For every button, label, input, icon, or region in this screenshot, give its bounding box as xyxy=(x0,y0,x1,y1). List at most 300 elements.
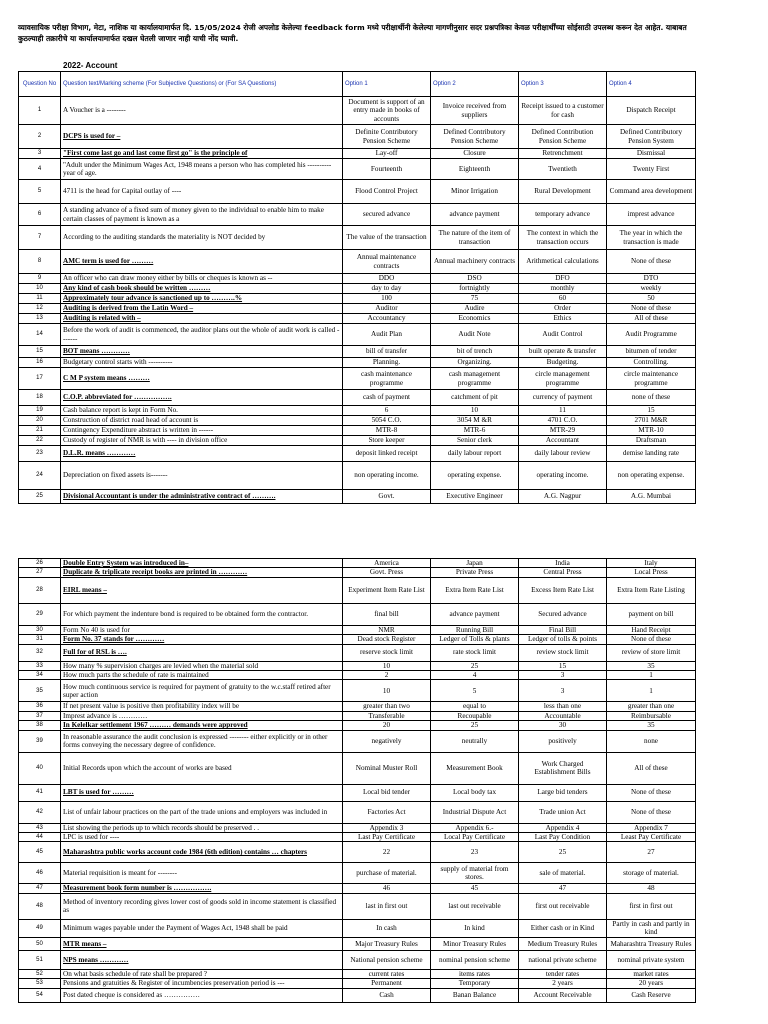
question-text: Contingency Expenditure abstract is written in ------ xyxy=(61,426,343,436)
option-3: The context in which the transaction occurs xyxy=(519,226,607,250)
option-2: Closure xyxy=(431,149,519,159)
option-3: daily labour review xyxy=(519,446,607,462)
option-2: Measurement Book xyxy=(431,752,519,784)
option-4: bitumen of tender xyxy=(607,346,696,358)
option-2: Senior clerk xyxy=(431,436,519,446)
option-1: 100 xyxy=(343,294,431,304)
option-2: Private Press xyxy=(431,568,519,577)
option-3: Accountable xyxy=(519,711,607,720)
table-row xyxy=(19,294,696,304)
option-4: 35 xyxy=(607,661,696,670)
table-row xyxy=(19,358,696,368)
table-row xyxy=(19,752,696,784)
option-1: 10 xyxy=(343,661,431,670)
option-4: Dispatch Receipt xyxy=(607,97,696,125)
option-2: Temporary xyxy=(431,979,519,988)
question-number: 31 xyxy=(19,635,61,644)
option-1: In cash xyxy=(343,919,431,937)
option-2: Japan xyxy=(431,559,519,568)
option-2: Audit Note xyxy=(431,324,519,346)
option-4: Least Pay Certificate xyxy=(607,833,696,842)
option-1: non operating income. xyxy=(343,462,431,490)
question-text: Form No 40 is used for xyxy=(61,625,343,634)
option-3: Central Press xyxy=(519,568,607,577)
option-2: 5 xyxy=(431,680,519,702)
option-1: Govt. xyxy=(343,490,431,504)
question-text: 4711 is the head for Capital outlay of ---- xyxy=(61,180,343,204)
option-1: final bill xyxy=(343,603,431,625)
option-3: Ledger of tolls & points xyxy=(519,635,607,644)
option-2: Organizing. xyxy=(431,358,519,368)
question-number: 5 xyxy=(19,180,61,204)
question-text: LPC is used for ---- xyxy=(61,833,343,842)
option-4: None of these xyxy=(607,304,696,314)
option-3: less than one xyxy=(519,702,607,711)
table-row xyxy=(19,426,696,436)
option-2: bit of trench xyxy=(431,346,519,358)
table-row xyxy=(19,842,696,863)
option-2: 23 xyxy=(431,842,519,863)
question-text: An officer who can draw money either by bills or cheques is known as -- xyxy=(61,274,343,284)
table-row xyxy=(19,314,696,324)
question-text: Duplicate & triplicate receipt books are printed in ………… xyxy=(61,568,343,577)
option-1: 46 xyxy=(343,884,431,893)
option-2: In kind xyxy=(431,919,519,937)
question-number: 3 xyxy=(19,149,61,159)
option-1: Fourteenth xyxy=(343,159,431,180)
question-text: Custody of register of NMR is with ---- in division office xyxy=(61,436,343,446)
option-1: Flood Control Project xyxy=(343,180,431,204)
option-1: last in first out xyxy=(343,893,431,919)
option-4: 1 xyxy=(607,680,696,702)
question-text: Double Entry System was introduced in– xyxy=(61,559,343,568)
option-2: 45 xyxy=(431,884,519,893)
option-4: 48 xyxy=(607,884,696,893)
table-row xyxy=(19,490,696,504)
option-4: 15 xyxy=(607,406,696,416)
option-4: Reimbursable xyxy=(607,711,696,720)
option-2: Extra Item Rate List xyxy=(431,577,519,603)
option-4: 1 xyxy=(607,671,696,680)
question-text: How many % supervision charges are levied when the material sold xyxy=(61,661,343,670)
option-4: Command area development xyxy=(607,180,696,204)
option-1: Transferable xyxy=(343,711,431,720)
question-number: 54 xyxy=(19,988,61,1002)
table-row xyxy=(19,97,696,125)
table-row xyxy=(19,893,696,919)
question-text: Before the work of audit is commenced, the auditor plans out the whole of audit work is called ------- xyxy=(61,324,343,346)
question-number: 34 xyxy=(19,671,61,680)
question-number: 47 xyxy=(19,884,61,893)
question-number: 45 xyxy=(19,842,61,863)
question-text: Maharashtra public works account code 1984 (6th edition) contains … chapters xyxy=(61,842,343,863)
question-text: Pensions and gratuities & Register of incumbencies preservation period is --- xyxy=(61,979,343,988)
option-4: demise landing rate xyxy=(607,446,696,462)
header-question-text: Question text/Marking scheme (For Subjective Questions) or (For SA Questions) xyxy=(61,72,343,97)
table-row xyxy=(19,180,696,204)
option-3: Audit Control xyxy=(519,324,607,346)
question-number: 23 xyxy=(19,446,61,462)
question-number: 6 xyxy=(19,204,61,226)
option-2: advance payment xyxy=(431,204,519,226)
option-3: Medium Treasury Rules xyxy=(519,937,607,950)
option-1: Accountancy xyxy=(343,314,431,324)
option-4: None of these xyxy=(607,784,696,801)
option-3: Arithmetical calculations xyxy=(519,250,607,274)
question-text: C M P system means ……… xyxy=(61,368,343,390)
option-1: Govt. Press xyxy=(343,568,431,577)
table-row xyxy=(19,937,696,950)
table-2-body xyxy=(19,559,696,1003)
option-1: Document is support of an entry made in books of accounts xyxy=(343,97,431,125)
table-row xyxy=(19,226,696,250)
question-number: 11 xyxy=(19,294,61,304)
option-3: 25 xyxy=(519,842,607,863)
option-3: circle management programme xyxy=(519,368,607,390)
table-row xyxy=(19,833,696,842)
question-number: 33 xyxy=(19,661,61,670)
question-text: C.O.P. abbreviated for ……………. xyxy=(61,390,343,406)
question-text: Depreciation on fixed assets is------- xyxy=(61,462,343,490)
question-text: LBT is used for ……… xyxy=(61,784,343,801)
header-option-4: Option 4 xyxy=(607,72,696,97)
option-4: Defined Contributory Pension System xyxy=(607,125,696,149)
option-1: Factories Act xyxy=(343,801,431,823)
option-1: current rates xyxy=(343,969,431,978)
table-row xyxy=(19,559,696,568)
option-2: cash management programme xyxy=(431,368,519,390)
option-3: India xyxy=(519,559,607,568)
option-1: 20 xyxy=(343,721,431,730)
question-text: Measurement book form number is ……………. xyxy=(61,884,343,893)
header-option-3: Option 3 xyxy=(519,72,607,97)
option-4: Partly in cash and partly in kind xyxy=(607,919,696,937)
question-text: BOT means ………… xyxy=(61,346,343,358)
question-number: 4 xyxy=(19,159,61,180)
option-2: 25 xyxy=(431,661,519,670)
option-3: tender rates xyxy=(519,969,607,978)
question-text: List showing the periods up to which records should be preserved . . xyxy=(61,823,343,832)
question-text: EIRL means – xyxy=(61,577,343,603)
option-4: none xyxy=(607,730,696,752)
table-row xyxy=(19,644,696,661)
table-row xyxy=(19,346,696,358)
option-3: Retrenchment xyxy=(519,149,607,159)
option-2: Banan Balance xyxy=(431,988,519,1002)
question-text: A standing advance of a fixed sum of money given to the individual to enable him to make certain classes of payment is known as a xyxy=(61,204,343,226)
option-4: Draftsman xyxy=(607,436,696,446)
question-number: 43 xyxy=(19,823,61,832)
option-2: nominal pension scheme xyxy=(431,950,519,969)
option-4: 20 years xyxy=(607,979,696,988)
question-number: 26 xyxy=(19,559,61,568)
question-number: 46 xyxy=(19,863,61,884)
question-number: 51 xyxy=(19,950,61,969)
question-number: 39 xyxy=(19,730,61,752)
question-text: Auditing is related with – xyxy=(61,314,343,324)
option-4: 27 xyxy=(607,842,696,863)
option-1: Permanent xyxy=(343,979,431,988)
option-3: Receipt issued to a customer for cash xyxy=(519,97,607,125)
question-text: "Adult under the Minimum Wages Act, 1948 means a person who has completed his ----------year of age. xyxy=(61,159,343,180)
option-4: Extra Item Rate Listing xyxy=(607,577,696,603)
question-number: 35 xyxy=(19,680,61,702)
table-row xyxy=(19,406,696,416)
option-3: review stock limit xyxy=(519,644,607,661)
question-number: 8 xyxy=(19,250,61,274)
option-2: rate stock limit xyxy=(431,644,519,661)
table-row xyxy=(19,988,696,1002)
option-1: deposit linked receipt xyxy=(343,446,431,462)
option-4: review of store limit xyxy=(607,644,696,661)
question-number: 15 xyxy=(19,346,61,358)
option-1: bill of transfer xyxy=(343,346,431,358)
option-1: Experiment Item Rate List xyxy=(343,577,431,603)
option-4: Maharashtra Treasury Rules xyxy=(607,937,696,950)
table-row xyxy=(19,801,696,823)
question-text: Cash balance report is kept in Form No. xyxy=(61,406,343,416)
option-4: first in first out xyxy=(607,893,696,919)
option-2: MTR-6 xyxy=(431,426,519,436)
question-text: In Kelelkar settlement 1967 ……… demands were approved xyxy=(61,721,343,730)
option-2: Appendix 6.- xyxy=(431,823,519,832)
table-row xyxy=(19,635,696,644)
option-3: 11 xyxy=(519,406,607,416)
option-2: Running Bill xyxy=(431,625,519,634)
question-text: NPS means ………… xyxy=(61,950,343,969)
option-3: 60 xyxy=(519,294,607,304)
table-row xyxy=(19,603,696,625)
question-number: 30 xyxy=(19,625,61,634)
question-text: How much parts the schedule of rate is maintained xyxy=(61,671,343,680)
option-1: Definite Contributory Pension Scheme xyxy=(343,125,431,149)
option-2: Executive Engineer xyxy=(431,490,519,504)
question-text: Material requisition is meant for -------- xyxy=(61,863,343,884)
option-2: Ledger of Tolls & plants xyxy=(431,635,519,644)
question-number: 25 xyxy=(19,490,61,504)
option-3: 3 xyxy=(519,671,607,680)
option-3: temporary advance xyxy=(519,204,607,226)
option-4: Audit Programme xyxy=(607,324,696,346)
option-1: cash of payment xyxy=(343,390,431,406)
option-4: Dismissal xyxy=(607,149,696,159)
table-row xyxy=(19,721,696,730)
question-number: 53 xyxy=(19,979,61,988)
table-row xyxy=(19,204,696,226)
option-4: weekly xyxy=(607,284,696,294)
question-number: 29 xyxy=(19,603,61,625)
option-4: payment on bill xyxy=(607,603,696,625)
option-1: DDO xyxy=(343,274,431,284)
table-row xyxy=(19,446,696,462)
option-4: Appendix 7 xyxy=(607,823,696,832)
option-2: 4 xyxy=(431,671,519,680)
option-1: Auditor xyxy=(343,304,431,314)
option-3: currency of payment xyxy=(519,390,607,406)
option-3: Rural Development xyxy=(519,180,607,204)
table-row xyxy=(19,436,696,446)
option-1: Nominal Muster Roll xyxy=(343,752,431,784)
option-1: day to day xyxy=(343,284,431,294)
option-3: Account Receivable xyxy=(519,988,607,1002)
option-1: 6 xyxy=(343,406,431,416)
question-text: For which payment the indenture bond is required to be obtained form the contractor. xyxy=(61,603,343,625)
question-text: Post dated cheque is considered as …………… xyxy=(61,988,343,1002)
question-text: MTR means – xyxy=(61,937,343,950)
question-number: 17 xyxy=(19,368,61,390)
option-1: The value of the transaction xyxy=(343,226,431,250)
option-4: imprest advance xyxy=(607,204,696,226)
question-text: List of unfair labour practices on the part of the trade unions and employers was included in xyxy=(61,801,343,823)
question-number: 13 xyxy=(19,314,61,324)
question-text: How much continuous service is required for payment of gratuity to the w.c.staff retired after super action xyxy=(61,680,343,702)
option-1: Dead stock Register xyxy=(343,635,431,644)
option-2: 3054 M &R xyxy=(431,416,519,426)
table-row xyxy=(19,274,696,284)
question-text: "First come last go and last come first go" is the principle of xyxy=(61,149,343,159)
option-2: 75 xyxy=(431,294,519,304)
option-3: Accountant xyxy=(519,436,607,446)
table-row xyxy=(19,863,696,884)
option-3: sale of material. xyxy=(519,863,607,884)
option-1: 10 xyxy=(343,680,431,702)
option-1: Cash xyxy=(343,988,431,1002)
option-1: Planning. xyxy=(343,358,431,368)
question-table-2 xyxy=(18,558,696,1003)
option-4: Twenty First xyxy=(607,159,696,180)
table-row xyxy=(19,568,696,577)
table-1-body xyxy=(19,97,696,504)
option-3: 4701 C.O. xyxy=(519,416,607,426)
option-4: 50 xyxy=(607,294,696,304)
option-2: advance payment xyxy=(431,603,519,625)
question-text: Divisional Accountant is under the administrative contract of ………. xyxy=(61,490,343,504)
option-4: greater than one xyxy=(607,702,696,711)
header-option-2: Option 2 xyxy=(431,72,519,97)
option-2: DSO xyxy=(431,274,519,284)
option-2: Defined Contributory Pension Scheme xyxy=(431,125,519,149)
option-2: items rates xyxy=(431,969,519,978)
option-3: 3 xyxy=(519,680,607,702)
option-3: 47 xyxy=(519,884,607,893)
option-2: Minor Irrigation xyxy=(431,180,519,204)
table-row xyxy=(19,304,696,314)
table-row xyxy=(19,884,696,893)
table-row xyxy=(19,159,696,180)
option-1: National pension scheme xyxy=(343,950,431,969)
option-3: Work Charged Establishment Bills xyxy=(519,752,607,784)
option-1: Local bid tender xyxy=(343,784,431,801)
option-2: Invoice received from suppliers xyxy=(431,97,519,125)
option-3: national private scheme xyxy=(519,950,607,969)
option-3: DFO xyxy=(519,274,607,284)
option-3: Secured advance xyxy=(519,603,607,625)
table-row xyxy=(19,702,696,711)
option-1: Appendix 3 xyxy=(343,823,431,832)
option-3: Trade union Act xyxy=(519,801,607,823)
option-1: Annual maintenance contracts xyxy=(343,250,431,274)
question-number: 18 xyxy=(19,390,61,406)
option-4: A.G. Mumbai xyxy=(607,490,696,504)
option-2: Annual machinery contracts xyxy=(431,250,519,274)
option-1: 22 xyxy=(343,842,431,863)
table-row xyxy=(19,125,696,149)
option-2: The nature of the item of transaction xyxy=(431,226,519,250)
question-text: A Voucher is a -------- xyxy=(61,97,343,125)
question-number: 19 xyxy=(19,406,61,416)
table-row xyxy=(19,462,696,490)
question-text: Imprest advance is ………… xyxy=(61,711,343,720)
table-row xyxy=(19,671,696,680)
option-1: 2 xyxy=(343,671,431,680)
option-3: 2 years xyxy=(519,979,607,988)
question-number: 38 xyxy=(19,721,61,730)
option-3: A.G. Nagpur xyxy=(519,490,607,504)
option-4: All of these xyxy=(607,752,696,784)
question-number: 44 xyxy=(19,833,61,842)
question-number: 50 xyxy=(19,937,61,950)
question-number: 20 xyxy=(19,416,61,426)
option-1: America xyxy=(343,559,431,568)
question-table-1 xyxy=(18,71,696,504)
question-number: 7 xyxy=(19,226,61,250)
table-row xyxy=(19,324,696,346)
question-number: 10 xyxy=(19,284,61,294)
option-3: first out receivable xyxy=(519,893,607,919)
question-number: 9 xyxy=(19,274,61,284)
option-1: MTR-8 xyxy=(343,426,431,436)
option-1: secured advance xyxy=(343,204,431,226)
option-2: Economics xyxy=(431,314,519,324)
table-row xyxy=(19,969,696,978)
question-number: 16 xyxy=(19,358,61,368)
option-3: Appendix 4 xyxy=(519,823,607,832)
option-1: NMR xyxy=(343,625,431,634)
option-3: 30 xyxy=(519,721,607,730)
option-2: neutrally xyxy=(431,730,519,752)
question-number: 48 xyxy=(19,893,61,919)
option-2: Recoupable xyxy=(431,711,519,720)
table-row xyxy=(19,680,696,702)
option-2: daily labour report xyxy=(431,446,519,462)
question-number: 40 xyxy=(19,752,61,784)
option-4: 35 xyxy=(607,721,696,730)
question-number: 49 xyxy=(19,919,61,937)
question-number: 32 xyxy=(19,644,61,661)
question-number: 28 xyxy=(19,577,61,603)
option-2: equal to xyxy=(431,702,519,711)
table-row xyxy=(19,919,696,937)
option-3: Twentieth xyxy=(519,159,607,180)
option-1: greater than two xyxy=(343,702,431,711)
question-text: Minimum wages payable under the Payment of Wages Act, 1948 shall be paid xyxy=(61,919,343,937)
question-number: 52 xyxy=(19,969,61,978)
option-3: Excess Item Rate List xyxy=(519,577,607,603)
question-text: In reasonable assurance the audit conclusion is expressed -------- either explicitly or in other forms conveying the necessary degree of confidence. xyxy=(61,730,343,752)
option-4: market rates xyxy=(607,969,696,978)
option-1: 5054 C.O. xyxy=(343,416,431,426)
option-2: supply of material from stores. xyxy=(431,863,519,884)
question-number: 24 xyxy=(19,462,61,490)
table-row xyxy=(19,950,696,969)
option-3: Order xyxy=(519,304,607,314)
notice-text: व्यावसायिक परीक्षा विभाग, मेटा, नाशिक या कार्यालयामार्फत दि. 15/05/2024 रोजी अपलोड केलेल्या feedback form मध्ये परीक्षार्थीनी केलेल्या मागणीनुसार सदर प्रश्नपत्रिका केवळ परीक्षार्थींच्या सोईसाठी उपलब्ध करून देत आहेत. याबाबत कुठल्याही तक्रारीचे या कार्यालयामार्फत दखल घेतली जाणार नाही याची नोंद घ्यावी. xyxy=(18,23,687,43)
question-number: 27 xyxy=(19,568,61,577)
option-4: DTO xyxy=(607,274,696,284)
header-question-no: Question No xyxy=(19,72,61,97)
question-text: Auditing is derived from the Latin Word – xyxy=(61,304,343,314)
option-1: cash maintenance programme xyxy=(343,368,431,390)
